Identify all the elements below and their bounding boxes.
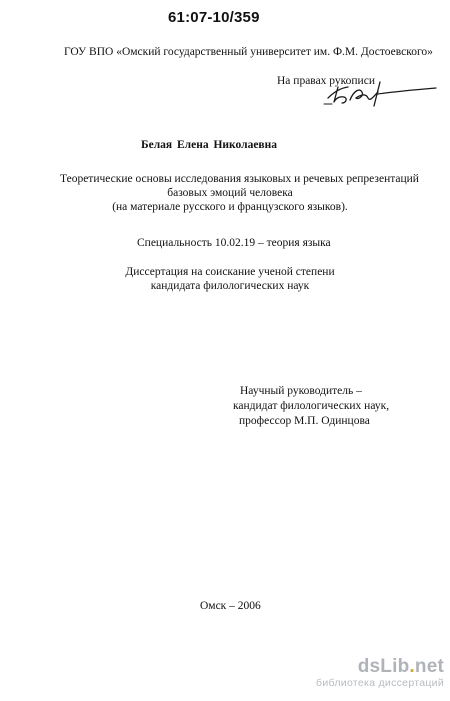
supervisor-line: кандидат филологических наук, <box>233 400 390 412</box>
title-line: (на материале русского и французского языков). <box>112 201 348 213</box>
supervisor-line: Научный руководитель – <box>240 385 362 397</box>
author-name: Белая Елена Николаевна <box>141 139 278 151</box>
city-year: Омск – 2006 <box>200 600 261 612</box>
supervisor-info <box>233 384 390 429</box>
title-line: базовых эмоций человека <box>167 187 293 199</box>
title-line: Теоретические основы исследования языковых и речевых репрезентаций <box>60 173 419 185</box>
institution-name: ГОУ ВПО «Омский государственный университет им. Ф.М. Достоевского» <box>64 46 433 58</box>
degree-line: кандидата филологических наук <box>150 280 310 292</box>
catalog-number: 61:07-10/359 <box>168 9 260 26</box>
dissertation-title <box>60 172 419 214</box>
supervisor-line: профессор М.П. Одинцова <box>239 415 370 427</box>
specialty: Специальность 10.02.19 – теория языка <box>137 237 331 249</box>
manuscript-rights-note: На правах рукописи <box>277 75 375 87</box>
watermark-logo-text: dsLib.net <box>357 656 444 677</box>
degree-statement <box>90 265 370 293</box>
handwritten-signature-icon <box>322 78 440 108</box>
watermark-subtitle: библиотека диссертаций <box>316 677 444 689</box>
watermark-logo <box>316 656 444 689</box>
degree-line: Диссертация на соискание ученой степени <box>125 266 335 278</box>
